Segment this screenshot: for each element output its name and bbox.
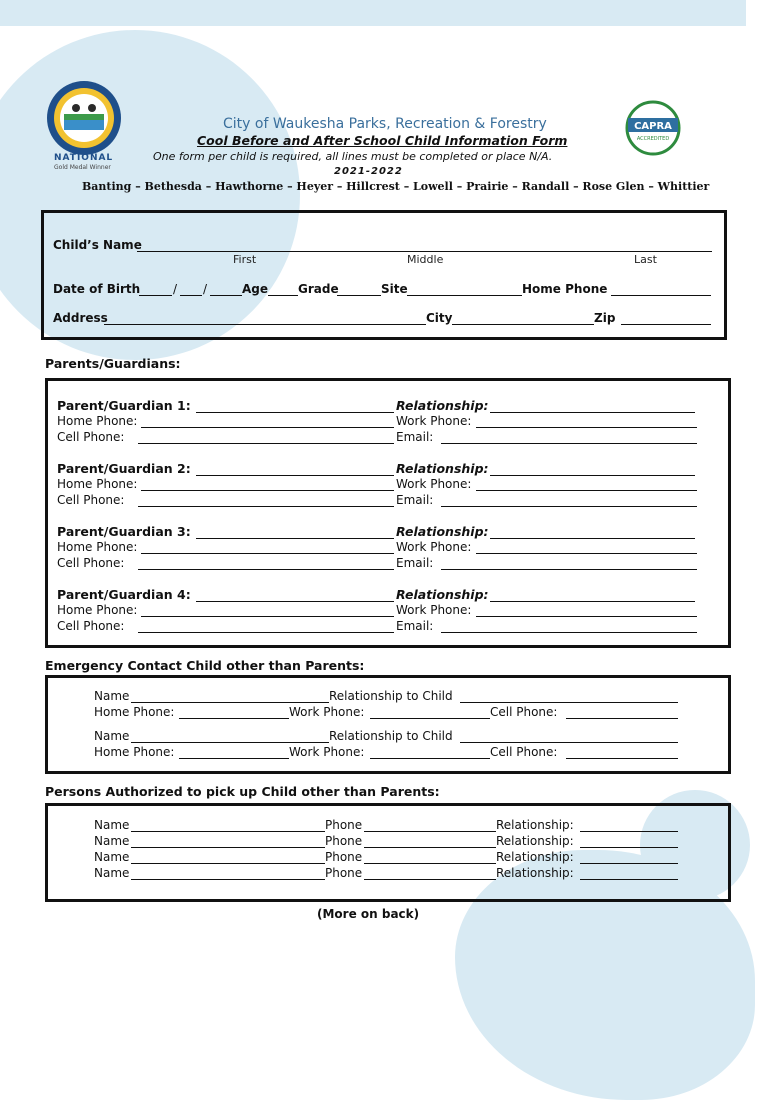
parent-email-label: Email: — [396, 430, 434, 444]
dob-month-field[interactable] — [139, 295, 172, 296]
parent-relationship-field[interactable] — [490, 412, 695, 413]
authorized-phone-field[interactable] — [364, 847, 496, 848]
emergency-work-phone-field[interactable] — [370, 758, 490, 759]
waukesha-seal-logo — [46, 80, 122, 156]
child-info-box — [41, 210, 727, 340]
parent-home-phone-label: Home Phone: — [57, 540, 138, 554]
authorized-name-field[interactable] — [131, 847, 325, 848]
left-logo-caption: NATIONAL — [54, 153, 114, 163]
authorized-name-label: Name — [94, 818, 130, 832]
parent-relationship-field[interactable] — [490, 538, 695, 539]
site-label: Site — [381, 282, 408, 296]
dob-label: Date of Birth — [53, 282, 141, 296]
authorized-relationship-field[interactable] — [580, 863, 678, 864]
parent-work-phone-field[interactable] — [476, 427, 697, 428]
emergency-work-phone-label: Work Phone: — [289, 705, 365, 719]
emergency-home-phone-field[interactable] — [179, 718, 289, 719]
parent-label: Parent/Guardian 2: — [57, 461, 191, 476]
dob-year-field[interactable] — [210, 295, 242, 296]
parent-label: Parent/Guardian 3: — [57, 524, 191, 539]
top-banner — [0, 0, 746, 26]
parent-cell-phone-field[interactable] — [138, 632, 394, 633]
authorized-name-field[interactable] — [131, 879, 325, 880]
authorized-name-field[interactable] — [131, 863, 325, 864]
city-label: City — [426, 311, 453, 325]
parent-email-field[interactable] — [441, 569, 697, 570]
svg-text:CAPRA: CAPRA — [634, 121, 672, 132]
form-title: Cool Before and After School Child Information Form — [197, 133, 568, 148]
authorized-relationship-field[interactable] — [580, 847, 678, 848]
parent-label: Parent/Guardian 4: — [57, 587, 191, 602]
parent-home-phone-label: Home Phone: — [57, 477, 138, 491]
address-field[interactable] — [104, 324, 426, 325]
parent-name-field[interactable] — [196, 412, 394, 413]
parent-work-phone-label: Work Phone: — [396, 477, 472, 491]
dob-day-field[interactable] — [180, 295, 202, 296]
authorized-relationship-label: Relationship: — [496, 850, 574, 864]
authorized-phone-label: Phone — [325, 850, 363, 864]
authorized-section-title: Persons Authorized to pick up Child other than Parents: — [45, 784, 440, 799]
parent-cell-phone-label: Cell Phone: — [57, 619, 125, 633]
parent-cell-phone-label: Cell Phone: — [57, 493, 125, 507]
parent-relationship-field[interactable] — [490, 601, 695, 602]
zip-field[interactable] — [621, 324, 711, 325]
parent-relationship-label: Relationship: — [396, 587, 489, 602]
parent-relationship-label: Relationship: — [396, 524, 489, 539]
dob-slash-2: / — [203, 282, 208, 296]
parents-section-title: Parents/Guardians: — [45, 356, 181, 371]
parent-relationship-label: Relationship: — [396, 461, 489, 476]
more-on-back: (More on back) — [317, 907, 420, 921]
address-label: Address — [53, 311, 108, 325]
emergency-cell-phone-field[interactable] — [566, 758, 678, 759]
emergency-name-label: Name — [94, 689, 130, 703]
instructions: One form per child is required, all lines must be completed or place N/A. — [153, 150, 553, 163]
emergency-home-phone-label: Home Phone: — [94, 745, 175, 759]
first-name-caption: First — [233, 253, 257, 266]
age-label: Age — [242, 282, 269, 296]
authorized-name-label: Name — [94, 850, 130, 864]
home-phone-label: Home Phone — [522, 282, 608, 296]
child-name-label: Child’s Name — [53, 238, 142, 252]
parent-home-phone-field[interactable] — [141, 616, 394, 617]
child-name-field[interactable] — [137, 251, 712, 252]
parent-cell-phone-field[interactable] — [138, 506, 394, 507]
grade-label: Grade — [298, 282, 339, 296]
authorized-phone-field[interactable] — [364, 863, 496, 864]
parent-email-label: Email: — [396, 556, 434, 570]
emergency-relationship-field[interactable] — [460, 702, 678, 703]
emergency-name-label: Name — [94, 729, 130, 743]
emergency-work-phone-label: Work Phone: — [289, 745, 365, 759]
city-field[interactable] — [452, 324, 594, 325]
parent-work-phone-field[interactable] — [476, 553, 697, 554]
school-list: Banting – Bethesda – Hawthorne – Heyer – Hillcrest – Lowell – Prairie – Randall – Rose Glen – Whittier — [82, 180, 710, 193]
parent-home-phone-field[interactable] — [141, 427, 394, 428]
capra-seal-logo — [622, 100, 684, 156]
parent-cell-phone-field[interactable] — [138, 443, 394, 444]
parents-box — [45, 378, 731, 648]
parent-email-label: Email: — [396, 493, 434, 507]
parent-work-phone-label: Work Phone: — [396, 603, 472, 617]
authorized-phone-label: Phone — [325, 834, 363, 848]
middle-name-caption: Middle — [407, 253, 444, 266]
emergency-cell-phone-label: Cell Phone: — [490, 745, 558, 759]
parent-name-field[interactable] — [196, 601, 394, 602]
parent-cell-phone-field[interactable] — [138, 569, 394, 570]
emergency-relationship-label: Relationship to Child — [329, 729, 453, 743]
authorized-phone-label: Phone — [325, 818, 363, 832]
emergency-relationship-label: Relationship to Child — [329, 689, 453, 703]
school-year: 2021-2022 — [334, 166, 403, 177]
authorized-name-label: Name — [94, 866, 130, 880]
parent-email-field[interactable] — [441, 443, 697, 444]
parent-work-phone-field[interactable] — [476, 490, 697, 491]
org-title: City of Waukesha Parks, Recreation & Forestry — [223, 116, 547, 132]
parent-cell-phone-label: Cell Phone: — [57, 556, 125, 570]
parent-work-phone-label: Work Phone: — [396, 540, 472, 554]
child-home-phone-field[interactable] — [611, 295, 711, 296]
parent-relationship-field[interactable] — [490, 475, 695, 476]
emergency-relationship-field[interactable] — [460, 742, 678, 743]
emergency-home-phone-field[interactable] — [179, 758, 289, 759]
parent-work-phone-label: Work Phone: — [396, 414, 472, 428]
parent-work-phone-field[interactable] — [476, 616, 697, 617]
parent-email-field[interactable] — [441, 632, 697, 633]
parent-home-phone-field[interactable] — [141, 490, 394, 491]
parent-label: Parent/Guardian 1: — [57, 398, 191, 413]
parent-name-field[interactable] — [196, 538, 394, 539]
parent-home-phone-label: Home Phone: — [57, 603, 138, 617]
emergency-cell-phone-field[interactable] — [566, 718, 678, 719]
last-name-caption: Last — [634, 253, 657, 266]
parent-email-label: Email: — [396, 619, 434, 633]
authorized-name-label: Name — [94, 834, 130, 848]
dob-slash-1: / — [173, 282, 178, 296]
svg-text:ACCREDITED: ACCREDITED — [636, 136, 670, 142]
zip-label: Zip — [594, 311, 616, 325]
left-logo-subcaption: Gold Medal Winner — [54, 164, 111, 171]
parent-name-field[interactable] — [196, 475, 394, 476]
authorized-phone-field[interactable] — [364, 879, 496, 880]
authorized-phone-label: Phone — [325, 866, 363, 880]
authorized-relationship-field[interactable] — [580, 879, 678, 880]
emergency-name-field[interactable] — [131, 702, 329, 703]
emergency-section-title: Emergency Contact Child other than Parents: — [45, 658, 365, 673]
authorized-phone-field[interactable] — [364, 831, 496, 832]
authorized-relationship-label: Relationship: — [496, 834, 574, 848]
emergency-home-phone-label: Home Phone: — [94, 705, 175, 719]
emergency-work-phone-field[interactable] — [370, 718, 490, 719]
emergency-name-field[interactable] — [131, 742, 329, 743]
age-field[interactable] — [268, 295, 298, 296]
emergency-cell-phone-label: Cell Phone: — [490, 705, 558, 719]
authorized-name-field[interactable] — [131, 831, 325, 832]
parent-cell-phone-label: Cell Phone: — [57, 430, 125, 444]
site-field[interactable] — [407, 295, 522, 296]
authorized-relationship-field[interactable] — [580, 831, 678, 832]
parent-email-field[interactable] — [441, 506, 697, 507]
grade-field[interactable] — [337, 295, 381, 296]
parent-home-phone-label: Home Phone: — [57, 414, 138, 428]
authorized-relationship-label: Relationship: — [496, 818, 574, 832]
parent-home-phone-field[interactable] — [141, 553, 394, 554]
parent-relationship-label: Relationship: — [396, 398, 489, 413]
authorized-box — [45, 803, 731, 902]
authorized-relationship-label: Relationship: — [496, 866, 574, 880]
